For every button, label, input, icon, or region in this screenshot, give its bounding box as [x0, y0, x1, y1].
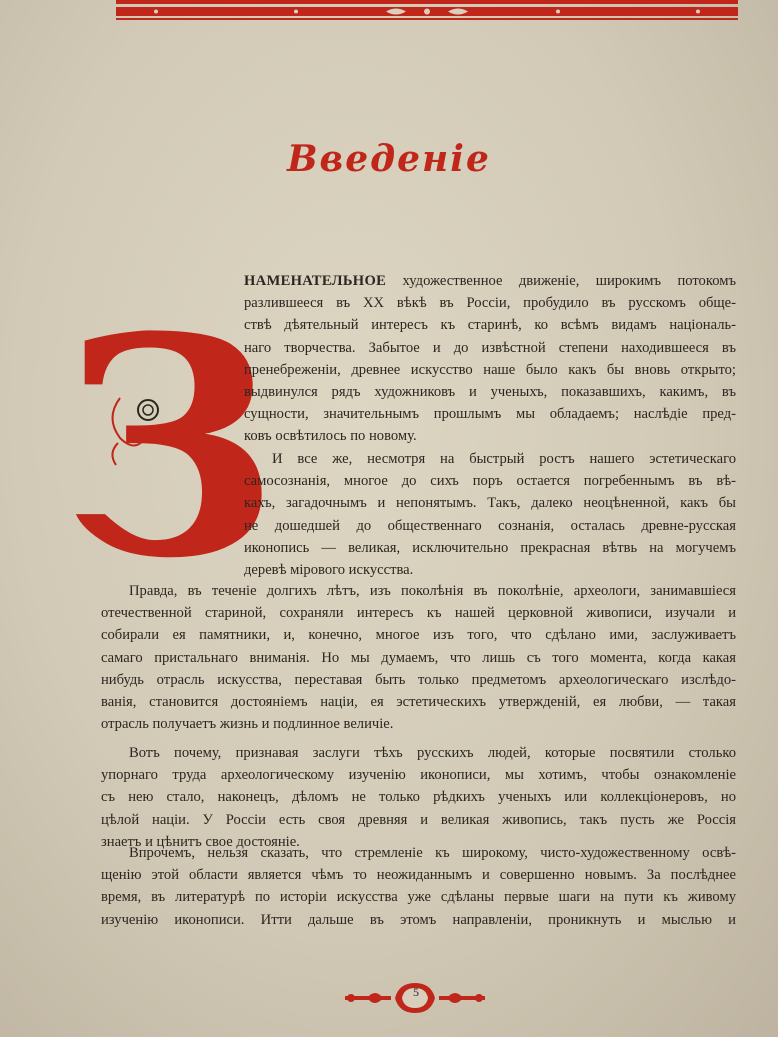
text-line: цѣлой націи. У Россіи есть своя древняя и великая живопись, такъ пусть же Россія — [101, 811, 736, 828]
text-line: съ нею стало, наконецъ, дѣломъ не только рѣдкихъ ученыхъ или коллекціонеровъ, но — [101, 789, 736, 806]
text-line: Вотъ почему, признавая заслуги тѣхъ русскихъ людей, которые посвятили столько — [129, 745, 736, 761]
text-line: пренебреженіи, древнее искусство наше было какъ бы вновь открыто; — [244, 361, 736, 378]
paragraph-5 — [101, 842, 736, 931]
text-line: время, въ литературѣ по исторіи искусства уже сдѣланы первые шаги на пути къ живому — [101, 889, 736, 906]
paragraph-4 — [101, 742, 736, 853]
text-line: не дошедшей до общественнаго сознанія, осталась древне-русская — [244, 517, 736, 534]
initial-letter-glyph: З — [61, 271, 279, 624]
text-line: отечественной стариной, сохраняли интересъ къ нашей церковной живописи, изучали и — [101, 605, 736, 622]
text-line: выдвинулся рядъ художниковъ и ученыхъ, показавшихъ, какимъ, въ — [244, 384, 736, 401]
text-line: наго творчества. Забытое и до извѣстной степени находившееся въ — [244, 339, 736, 356]
text-line: Впрочемъ, нельзя сказать, что стремленіе къ широкому, чисто-художественному освѣ- — [129, 845, 736, 861]
text-line: ванія, становится достояніемъ націи, ея эстетическихъ утвержденій, ея любви, — такая — [101, 694, 736, 711]
text-line: сущности, значительнымъ прошлымъ мы обладаемъ; наслѣдіе пред- — [244, 406, 736, 423]
paragraph-1 — [244, 270, 736, 448]
text-line: разлившееся въ XX вѣкѣ въ Россіи, пробудило въ русскомъ обще- — [244, 295, 736, 312]
text-line: деревѣ мірового искусства. — [244, 562, 414, 579]
lead-word: НАМЕНАТЕЛЬНОЕ — [244, 273, 387, 289]
text-line: ковъ освѣтилось по новому. — [244, 428, 417, 445]
text-line: самаго пристальнаго вниманія. Но мы думаемъ, что лишь съ того момента, когда какая — [101, 649, 736, 666]
text-line: иконопись — великая, исключительно прекрасная вѣтвь на могучемъ — [244, 539, 736, 556]
text-line: самосознанія, многое до сихъ поръ остается погребеннымъ въ вѣ- — [244, 473, 736, 490]
text-line: ствѣ дѣятельный интересъ къ старинѣ, ко всѣмъ видамъ національ- — [244, 317, 736, 334]
decorative-initial-letter — [61, 268, 279, 624]
top-ornament-border — [116, 0, 738, 24]
text-line: Правда, въ теченіе долгихъ лѣтъ, изъ поколѣнія въ поколѣніе, археологи, занимавшіеся — [129, 583, 736, 599]
text-line: художественное движеніе, широкимъ потокомъ — [402, 273, 736, 289]
text-line: отрасль получаетъ жизнь и подлинное величіе. — [101, 716, 394, 733]
paragraph-3 — [101, 580, 736, 735]
paragraph-2 — [244, 448, 736, 581]
text-line: нибудь отрасль искусства, переставая быть только предметомъ археологическаго изслѣдо- — [101, 671, 736, 688]
chapter-heading: Введеніе — [287, 138, 491, 180]
page-number: 5 — [413, 985, 419, 999]
text-line: И все же, несмотря на быстрый ростъ нашего эстетическаго — [272, 451, 736, 467]
text-line: собирали ея памятники, и, конечно, многое изъ того, что сдѣлано ими, заслуживаетъ — [101, 627, 736, 644]
text-line: щенію этой области является чѣмъ то неожиданнымъ и совершенно новымъ. За послѣднее — [101, 867, 736, 884]
text-line: упорнаго труда археологическому изученію иконописи, мы хотимъ, чтобы ознакомленіе — [101, 767, 736, 784]
text-line: изученію иконописи. Итти дальше въ этомъ направленіи, проникнуть и мыслью и — [101, 911, 736, 928]
text-line: кахъ, загадочнымъ и непонятымъ. Такъ, далеко неоцѣненной, какъ бы — [244, 495, 736, 512]
text-line: знаетъ и цѣнитъ свое достояніе. — [101, 833, 300, 850]
